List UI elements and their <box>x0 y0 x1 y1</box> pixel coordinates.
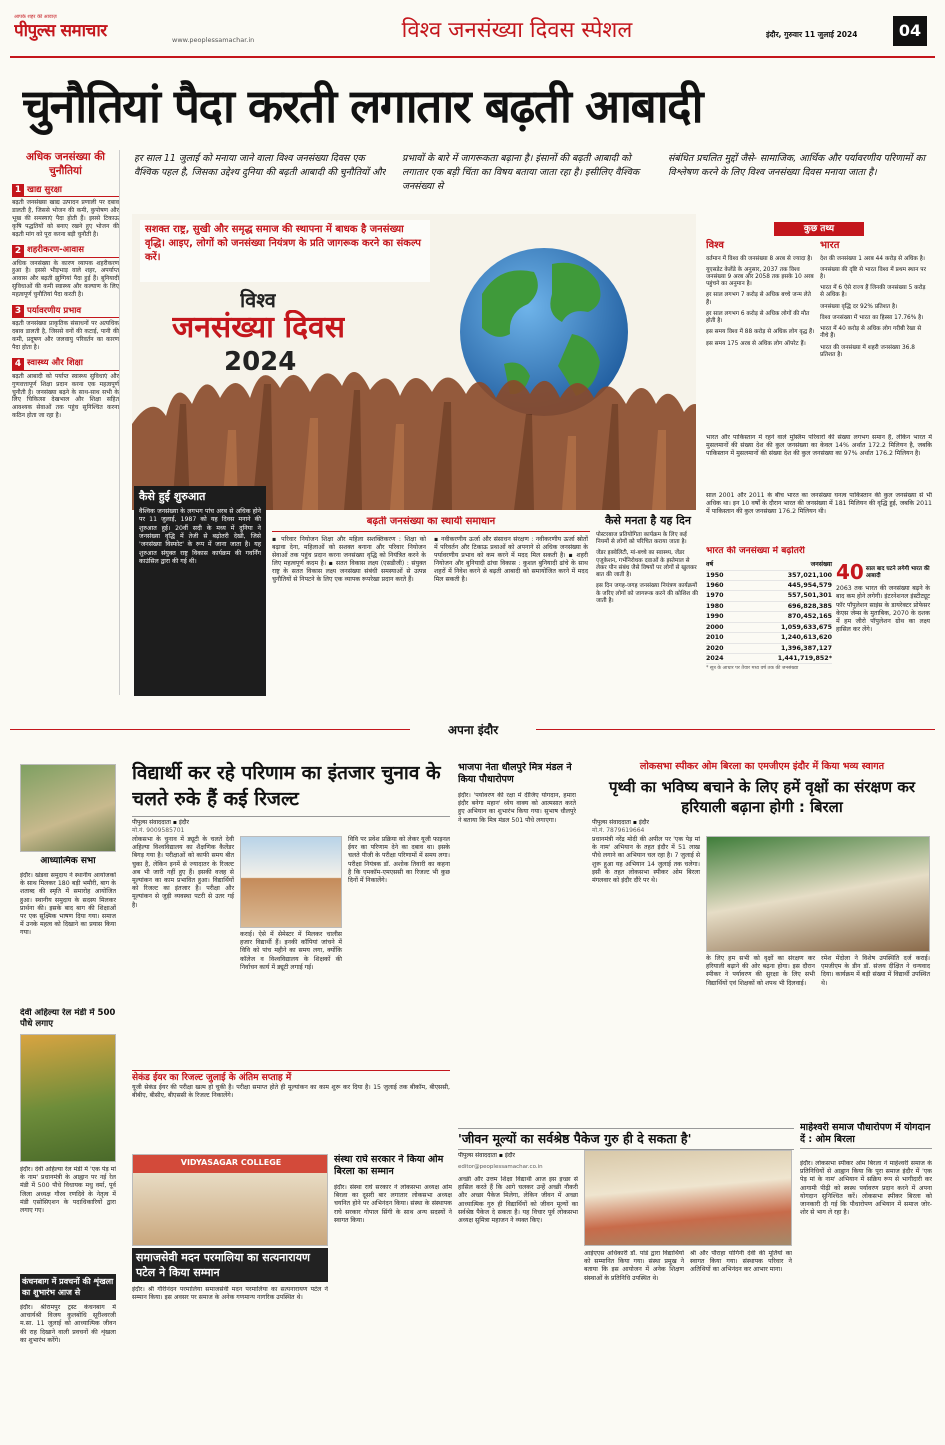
pop-value: 445,954,579 <box>787 582 832 590</box>
solution-title: बढ़ती जनसंख्या का स्थायी समाधान <box>272 516 590 532</box>
challenge-text: अधिक जनसंख्या के कारण व्यापक शहरीकरण हुआ है। इससे भीड़भाड़ वाले शहर, अपर्याप्त आवास और बढ़ती झुग्गियां पैदा हुई हैं। बुनियादी सुविधाओं की कमी स्वास्थ्य और कल्याण के लिए महत्वपूर्ण चुनौतियां पैदा करती है। <box>12 259 119 299</box>
pop-table-row <box>706 633 832 643</box>
pop-col-year: वर्ष <box>706 561 714 569</box>
photo-jeevan <box>584 1150 792 1246</box>
start-text: वैश्विक जनसंख्या के लगभग पांच अरब से अधिक होने पर 11 जुलाई, 1987 को यह दिवस मनाने की शुरुआत हुई। 20वीं सदी के मध्य में दुनिया ने जनसंख्या वृद्धि में तेजी से बढ़ोतरी देखी, जिसे 'जनसंख्या विस्फोट' के रूप में जाना जाता है। यह शुरुआत संयुक्त राष्ट्र विकास कार्यक्रम की गवर्निंग काउंसिल द्वारा की गई थी। <box>139 507 261 566</box>
pop-table-row <box>706 602 832 612</box>
challenge-text: बढ़ती जनसंख्या प्राकृतिक संसाधनों पर अत्यधिक दबाव डालती है, जिससे वनों की कटाई, पानी की कमी, प्रदूषण और जलवायु परिवर्तन का कारण पैदा होता है। <box>12 320 119 351</box>
pop-year: 2020 <box>706 644 724 652</box>
aside-head: साल बाद घटने लगेगी भारत की आबादी <box>865 566 930 579</box>
solution-col-2: ▪ नवीकरणीय ऊर्जा और संसाधन संरक्षण : नवीकरणीय ऊर्जा स्रोतों में परिवर्तन और टिकाऊ प्रथाओं को अपनाने से अधिक जनसंख्या के पर्यावरणीय प्रभाव को कम करने में मदद मिल सकती है। ▪ शहरी नियोजन और बुनियादी ढांचा विकास : कुशल बुनियादी ढांचे के साथ शहरों में निवेश करने से बढ़ती आबादी को समायोजित करने में मदद मिल सकती है। <box>434 535 588 584</box>
pop-value: 1,396,387,127 <box>781 644 832 652</box>
fact-india-item: विश्व जनसंख्या में भारत का हिस्सा 17.76% है। <box>820 314 924 321</box>
facts-note-2: साल 2001 और 2011 के बीच भारत का जनसंख्या घनत्व पाकिस्तान की कुल जनसंख्या से भी अधिक था। इन 10 वर्षों के दौरान भारत की जनसंख्या में 181 मिलियन की वृद्धि हुई, जबकि 2011 में पाकिस्तान की कुल जनसंख्या 176.2 मिलियन थी। <box>706 492 932 516</box>
facts-title: कुछ तथ्य <box>774 222 864 236</box>
challenge-text: बढ़ती जनसंख्या खाद्य उत्पादन प्रणाली पर दबाव डालती है, जिससे भोजन की कमी, कुपोषण और भूख की समस्याएं पैदा होती हैं। इससे टिकाऊ कृषि पद्धतियों को बनाए रखने हुए भोजन की बढ़ती मांग को पूरा करना बड़ी चुनौती है। <box>12 199 119 238</box>
photo-samman <box>132 1154 328 1246</box>
fact-india-item: भारत में 40 करोड़ से अधिक लोग गरीबी रेखा से नीचे हैं। <box>820 326 922 340</box>
birla-col-2: के लिए हम सभी को वृक्षों का संरक्षण कर हरियाली बढ़ाने की ओर बढ़ना होगा। इस दौरान स्पीकर ने पर्यावरण की सुरक्षा के लिए सभी विद्यार्थियों एवं शिक्षकों को शपथ भी दिलवाई। <box>706 955 815 987</box>
text-mandi: इंदौर। देवी अहिल्या रेल मंडी में 'एक पेड़ मां के नाम' प्रधानमंत्री के आह्वान पर नई रेल मंडी में 500 पौधे विधायक मधु वर्मा, पूर्व जिला अध्यक्ष गौरव रणदिवे के नेतृत्व में मंडी एसोसिएशन के पदाधिकारियों द्वारा लगाए गए। <box>20 1166 116 1214</box>
pop-value: 557,501,301 <box>787 592 832 600</box>
facts-box <box>706 222 932 432</box>
challenge-item <box>12 184 119 239</box>
birla-col-1: प्रधानमंत्री नरेंद्र मोदी की अपील पर 'एक पेड़ मां के नाम' अभियान के तहत इंदौर में 51 लाख पौधे लगाने का अभियान चल रहा है। 7 जुलाई से शुरू हुआ यह अभियान 14 जुलाई तक चलेगा। इसी के तहत लोकसभा स्पीकर ओम बिरला मंगलवार को इंदौर दौरे पर थे। <box>592 836 700 884</box>
challenge-item <box>12 358 119 420</box>
challenge-title: स्वास्थ्य और शिक्षा <box>27 358 83 369</box>
logo-tagline: आपके शहर की आवाज़ <box>14 14 57 20</box>
pop-year: 1950 <box>706 571 724 579</box>
jeevan-col-3: श्री और पौराहा योगिनी देवी की मूर्तियों का स्वागत किया गया। संस्थापक परिवार ने अतिथियों का अभिनंदन कर आभार माना। <box>690 1250 792 1274</box>
birla-col-3: रमेश मेंदोला ने विशेष उपस्थिति दर्ज कराई। एमजीएम के डीन डॉ. संजय दीक्षित ने धन्यवाद दिया। कार्यक्रम में बड़ी संख्या में विद्यार्थी उपस्थित थे। <box>821 955 930 987</box>
page-number: 04 <box>893 16 927 46</box>
challenge-title: खाद्य सुरक्षा <box>27 184 62 195</box>
masthead <box>0 0 945 62</box>
pop-year: 1960 <box>706 582 724 590</box>
celebrate-section <box>596 514 700 700</box>
pop-table-title: भारत की जनसंख्या में बढ़ोतरी <box>706 546 805 556</box>
pop-year: 2000 <box>706 623 724 631</box>
pop-table-row <box>706 644 832 654</box>
pop-footnote: * सूत्र के आधार पर तैयार मध्य वर्ष तक की जनसंख्या <box>706 666 799 672</box>
celebrate-item: जेंडर इक्वेलिटी, मां-बच्चे का स्वास्थ्य, जेंडर एजुकेशन, गर्भनिरोधक दवाओं के इस्तेमाल से लेकर यौन संबंध जैसे विषयों पर लोगों से खुलकर बात की जाती है। <box>596 550 697 579</box>
fact-india-item: भारत में 6 ऐसे राज्य हैं जिनकी जनसंख्या 5 करोड़ से अधिक है। <box>820 285 926 299</box>
challenge-title: शहरीकरण-आवास <box>27 245 85 256</box>
photo-university <box>240 836 342 928</box>
text-adhyatmik: इंदौर। खंडवा समुदाय ने स्थानीय आयोजकों के साथ मिलकर 180 बड़ी भमौरी, बाग के शताब्द की स्मृति में समारोह आयोजित हुआ। स्थानीय समुदाय के सदस्य मिलकर प्रार्थना की। इसके बाद बाग की शिक्षाओं पर एक सूक्ष्मिक भाषण दिया गया। समाज में उनके महत्व को दिखाने का प्रयास किया गया। <box>20 872 116 937</box>
challenge-number: 4 <box>12 358 24 370</box>
fact-india-item: भारत की जनसंख्या में शहरी जनसंख्या 36.8 प्रतिशत है। <box>820 344 915 358</box>
result-story <box>132 760 450 1132</box>
facts-world-label: विश्व <box>706 240 724 251</box>
challenges-sidebar <box>12 150 120 695</box>
pop-value: 1,059,633,675 <box>781 623 832 631</box>
challenge-number: 3 <box>12 305 24 317</box>
solution-col-1: ▪ परिवार नियोजन शिक्षा और महिला सशक्तिकरण : शिक्षा को बढ़ावा देना, महिलाओं को सशक्त बनाना और परिवार नियोजन सेवाओं तक पहुंच प्रदान करना जनसंख्या वृद्धि को नियंत्रित करने के लिए महत्वपूर्ण कदम है। ▪ सतत विकास लक्ष्य (एसडीजी) : संयुक्त राष्ट्र के सतत विकास लक्ष्य जनसंख्या संबंधी समस्याओं से उत्पन्न चुनौतियों से निपटने के लिए एक व्यापक रूपरेखा प्रदान करते हैं। <box>272 535 426 584</box>
result-byline: पीपुल्स संवाददाता ▪ इंदौर <box>132 819 189 826</box>
text-raghav: इंदौर। संस्था राघे सरकार ने लोकसभा अध्यक्ष ओम बिरला का दूसरी बार लगातार लोकसभा अध्यक्ष चयनित होने पर अभिनंदन किया। संस्था के संस्थापक राघे सरकार गोपाल सिंगी के साथ अन्य सदस्यों ने स्वागत किया। <box>334 1184 452 1224</box>
fact-world-item: इस समय विश्व में 88 करोड़ से अधिक लोग वृद्ध हैं। <box>706 329 815 336</box>
result-subtext: यूजी सेकंड ईयर की परीक्षा खत्म हो चुकी है। परीक्षा समाप्त होते ही मूल्यांकन का काम शुरू कर दिया है। 15 जुलाई तक बीकॉम, बीएससी, बीबीए, बीसीए, बीएससी के रिजल्ट निकालेंगे। <box>132 1084 450 1100</box>
result-title: विद्यार्थी कर रहे परिणाम का इंतजार चुनाव के चलते रुके हैं कई रिजल्ट <box>132 762 441 810</box>
challenge-number: 1 <box>12 184 24 196</box>
caption-adhyatmik: आध्यात्मिक सभा <box>40 856 96 866</box>
pop-year: 1970 <box>706 592 724 600</box>
birla-mobile: मो.नं. 7879619664 <box>592 826 645 834</box>
main-headline: चुनौतियां पैदा करती लगातार बढ़ती आबादी <box>22 79 702 133</box>
sidebar-title: अधिक जनसंख्या की चुनौतियां <box>25 151 106 177</box>
result-mobile: मो.नं. 9009585701 <box>132 826 185 834</box>
hero-title-2: जनसंख्या दिवस <box>172 310 346 345</box>
jeevan-col-2: आईएएस अधिकारी डॉ. पांडे द्वारा विद्यार्थियों को सम्मानित किया गया। संस्था प्रमुख ने बताया कि इस आयोजन में अनेक शिक्षण संस्थाओं के प्रतिनिधि उपस्थित थे। <box>584 1250 684 1282</box>
title-bjp: भाजपा नेता धौलपुरे मित्र मंडल ने किया पौधारोपण <box>458 762 572 785</box>
birla-byline: पीपुल्स संवाददाता ▪ इंदौर <box>592 819 649 826</box>
banner-text: VIDYASAGAR COLLEGE <box>180 1158 282 1167</box>
title-mandi: देवी अहिल्या रेल मंडी में 500 पौधे लगाए <box>20 1008 116 1029</box>
fact-world-item: हर साल लगभग 7 करोड़ से अधिक बच्चे जन्म लेते हैं। <box>706 292 811 306</box>
jeevan-byline: पीपुल्स संवाददाता ▪ इंदौर <box>458 1152 515 1159</box>
birla-story <box>592 760 932 1090</box>
pop-year: 1980 <box>706 602 724 610</box>
result-col-2: कराई। ऐसे में सेमेस्टर में मिलकर चालीस हजार विद्यार्थी हैं। इनकी कॉपियां जांचने में विवि को पांच महीने का समय लगा, क्योंकि कॉलेज व विश्वविद्यालय के शिक्षकों की निर्वाचन कार्य में ड्यूटी लगाई गई। <box>240 931 342 971</box>
pop-year: 1990 <box>706 613 724 621</box>
intro-col-2: प्रभावों के बारे में जागरूकता बढ़ाना है। इंसानों की बढ़ती आबादी को लगातार एक बड़ी चिंता का विषय बताया जाता रहा है। इसीलिए वैश्विक जनसंख्या से <box>402 153 640 192</box>
text-samman: इंदौर। श्री गौरीनंदन परमालिया समाजसेवी मदन परमालिया का सत्यनारायण पटेल ने सम्मान किया। इस अवसर पर समाज के अनेक गणमान्य नागरिक उपस्थित थे। <box>132 1286 328 1302</box>
challenge-title: पर्यावरणीय प्रभाव <box>27 305 82 316</box>
logo-text: पीपुल्स समाचार <box>14 21 107 41</box>
challenge-text: बढ़ती आबादी को पर्याप्त स्वास्थ्य सुविधाएं और गुणवत्तापूर्ण शिक्षा प्रदान करना एक महत्वपूर्ण चुनौती है। जनसंख्या बढ़ने के साथ-साथ सभी के लिए चिकित्सा देखभाल और शिक्षा सहित आवश्यक सेवाओं तक पहुंच सुनिश्चित करना कठिन होता जा रहा है। <box>12 372 119 420</box>
title-samman: समाजसेवी मदन परमालिया का सत्यनारायण पटेल ने किया सम्मान <box>132 1248 328 1282</box>
start-title: कैसे हुई शुरुआत <box>139 490 206 503</box>
photo-mandi <box>20 1034 116 1162</box>
challenge-item <box>12 245 119 300</box>
pop-value: 870,452,165 <box>787 613 832 621</box>
pop-table-row <box>706 571 832 581</box>
hero-year: 2024 <box>224 347 297 377</box>
aside-text: 2063 तक भारत की जनसंख्या बढ़ने के बाद कम होने लगेगी। इंटरनेशनल इंस्टीट्यूट फॉर पॉपुलेशन साइंस के डायरेक्टर प्रोफेसर केएस जेम्स के मुताबिक, 2070 के दशक में हम जीरो पॉपुलेशन ग्रोथ का लक्ष्य हासिल कर लेंगे। <box>836 585 930 634</box>
hero-quote-text: सशक्त राष्ट्र, सुखी और समृद्ध समाज की स्थापना में बाधक है जनसंख्या वृद्धि। आइए, लोगों को जनसंख्या नियंत्रण के प्रति जागरूक करने का संकल्प करें। <box>145 224 421 263</box>
text-bjp: इंदौर। 'पर्यावरण की रक्षा में दीजिए योगदान, हमारा इंदौर बनेगा महान' ध्येय वाक्य को आत्मसात करते हुए अभियान का शुभारंभ किया गया। सुभाष धौलपुरे ने बताया कि मित्र मंडल 501 पौधे लगाएगा। <box>458 792 576 824</box>
facts-note-1: भारत और पाकिस्तान में रहने वाले मुस्लिम परिवारों की संख्या लगभग समान है, लेकिन भारत में मुसलमानों की संख्या देश की कुल जनसंख्या का केवल 14% अर्थात 172.2 मिलियन है, जबकि पाकिस्तान में मुसलमानों की संख्या देश की कुल जनसंख्या का 97% अर्थात 176.2 मिलियन है। <box>706 434 932 458</box>
hero-title-1: विश्व <box>240 288 276 312</box>
dateline: इंदौर, गुरुवार 11 जुलाई 2024 <box>766 30 858 39</box>
text-kanchan: इंदौर। श्रीरामपुर ट्रस्ट कंचनबाग में आचार्यश्री विजय कुलबोधि सूरीश्वरजी म.सा. 11 जुलाई को आध्यात्मिक जीवन की राह दिखाने वाली प्रवचनों की शृंखला का शुभारंभ करेंगे। <box>20 1304 116 1344</box>
pop-table-row <box>706 591 832 601</box>
pop-table-header <box>706 560 832 570</box>
pop-col-pop: जनसंख्या <box>810 561 832 569</box>
pop-year: 2010 <box>706 634 724 642</box>
fact-india-item: जनसंख्या की दृष्टि से भारत विश्व में प्रथम स्थान पर है। <box>820 266 926 280</box>
intro-col-3: संबंधित प्रचलित मुद्दों जैसे- सामाजिक, आर्थिक और पर्यावरणीय परिणामों का विश्लेषण करने के लिए विश्व जनसंख्या दिवस मनाया जाता है। <box>668 153 926 178</box>
celebrate-item: इस दिन जगह-जगह जनसंख्या नियंत्रण कार्यक्रमों के जरिए लोगों को जागरूक करने की कोशिश की जाती है। <box>596 583 699 604</box>
title-raghav: संस्था राघे सरकार ने किया ओम बिरला का सम्मान <box>334 1154 444 1177</box>
text-mahesh: इंदौर। लोकसभा स्पीकर ओम बिरला ने माहेश्वरी समाज के प्रतिनिधियों से आह्वान किया कि पूरा समाज इंदौर में 'एक पेड़ मां के नाम' अभियान में सक्रिय रूप से भागीदारी कर आगामी पीढ़ी को स्वस्थ पर्यावरण प्रदान करने में अपना योगदान सुनिश्चित करें। लोकसभा स्पीकर बिरला को जानकारी दी गई कि पौधारोपण अभियान में समाज जोर-शोर से भाग ले रहा है। <box>800 1160 932 1217</box>
title-mahesh: माहेश्वरी समाज पौधारोपण में योगदान दें : ओम बिरला <box>800 1122 932 1149</box>
birla-title: पृथ्वी का भविष्य बचाने के लिए हमें वृक्षों का संरक्षण कर हरियाली बढ़ाना होगी : बिरला <box>609 778 915 816</box>
pop-table-row <box>706 623 832 633</box>
section-label: अपना इंदौर <box>447 723 499 737</box>
fact-world-item: वर्तमान में विश्व की जनसंख्या 8 अरब से ज्यादा है। <box>706 255 813 262</box>
population-table <box>706 546 932 702</box>
pop-value: 357,021,100 <box>787 571 832 579</box>
celebrate-title: कैसे मनता है यह दिन <box>605 514 691 527</box>
jeevan-email[interactable]: editor@peoplessamachar.co.in <box>458 1164 543 1170</box>
challenge-number: 2 <box>12 245 24 257</box>
section-apna-indore[interactable] <box>410 721 536 739</box>
result-col-3: विवि पर प्रवेश प्रक्रिया को लेकर यूजी फाइनल ईयर का परिणाम देने का दबाव था। इसके चलते पीजी के परीक्षा परिणामों में समय लगा। परीक्षा नियंत्रक डॉ. अशोक तिवारी का कहना है कि एमकॉम-एमएससी का रिजल्ट भी कुछ दिनों में निकालेंगे। <box>348 836 450 884</box>
hero-graphic <box>132 214 696 510</box>
website-url[interactable]: www.peoplessamachar.in <box>172 36 255 44</box>
title-kanchan: कंचनबाग में प्रवचनों की शृंखला का शुभारंभ आज से <box>20 1274 116 1300</box>
title-jeevan: 'जीवन मूल्यों का सर्वश्रेष्ठ पैकेज गुरु ही दे सकता है' <box>458 1128 794 1150</box>
hero-quote <box>140 220 430 282</box>
pop-table-row <box>706 581 832 591</box>
facts-india-label: भारत <box>820 240 840 251</box>
fact-world-item: यूएसडेट केलेंडे के अनुसार, 2037 तक विश्व जनसंख्या 9 अरब और 2058 तक इसके 10 अरब पहुंचने का अनुमान है। <box>706 266 814 288</box>
intro-col-1: हर साल 11 जुलाई को मनाया जाने वाला विश्व जनसंख्या दिवस एक वैश्विक पहल है, जिसका उद्देश्य दुनिया की बढ़ती आबादी की चुनौतियों और <box>134 153 386 178</box>
challenge-item <box>12 305 119 352</box>
result-col-1: लोकसभा के चुनाव में ड्यूटी के चलते देवी अहिल्या विश्वविद्यालय का शैक्षणिक कैलेंडर बिगड़ गया है। परीक्षाओं को काफी समय बीत चुका है, लेकिन इनमें से ज्यादातर के रिजल्ट अब भी जारी नहीं हुए हैं। इसकी वजह से मूल्यांकन का काम प्रभावित हुआ। विद्यार्थियों को रिजल्ट का इंतजार है। परीक्षा और मूल्यांकन से जुड़ी व्यवस्था पटरी से उतर गई है। <box>132 836 234 909</box>
fact-india-item: देश की जनसंख्या 1 अरब 44 करोड़ से अधिक है। <box>820 255 925 262</box>
aside-number: 40 <box>836 560 864 585</box>
start-box <box>134 486 266 696</box>
pop-year: 2024 <box>706 654 724 662</box>
pop-table-row <box>706 654 832 664</box>
jeevan-col-1: अच्छी और उत्तम शिक्षा विद्यार्थी आज इस इच्छा से हासिल करते हैं कि आगे चलकर उन्हें अच्छी नौकरी और अच्छा पैकेज मिलेगा, लेकिन जीवन में अच्छा आध्यात्मिक गुरु ही विद्यार्थियों को जीवन मूल्यों का सर्वश्रेष्ठ पैकेज दे सकता है। यह विचार पूर्व लोकसभा अध्यक्ष सुमित्रा महाजन ने व्यक्त किए। <box>458 1176 578 1224</box>
fact-world-item: इस समय 175 अरब से अधिक लोग ऑपरेट हैं। <box>706 340 806 347</box>
fact-world-item: हर साल लगभग 6 करोड़ से अधिक लोगों की मौत होती है। <box>706 310 810 325</box>
paper-logo[interactable] <box>14 14 170 44</box>
result-subhead: सेकंड ईयर का रिजल्ट जुलाई के अंतिम सप्ताह में <box>132 1070 450 1084</box>
fact-india-item: जनसंख्या वृद्धि दर 92% प्रतिशत है। <box>820 303 898 310</box>
pop-value: 1,240,613,620 <box>781 634 832 642</box>
photo-birla <box>706 836 930 952</box>
special-title: विश्व जनसंख्या दिवस स्पेशल <box>401 18 633 43</box>
birla-kicker: लोकसभा स्पीकर ओम बिरला का एमजीएम इंदौर में किया भव्य स्वागत <box>639 761 885 772</box>
celebrate-item: पोस्टरबाज प्रतियोगिता कार्यक्रम के लिए कई नियमों से लोगों को परिचित कराया जाता है। <box>596 532 687 546</box>
solution-section <box>272 516 590 700</box>
pop-table-row <box>706 612 832 622</box>
pop-value: 696,828,385 <box>787 602 832 610</box>
photo-adhyatmik <box>20 764 116 852</box>
pop-value: 1,441,719,852* <box>777 654 832 662</box>
